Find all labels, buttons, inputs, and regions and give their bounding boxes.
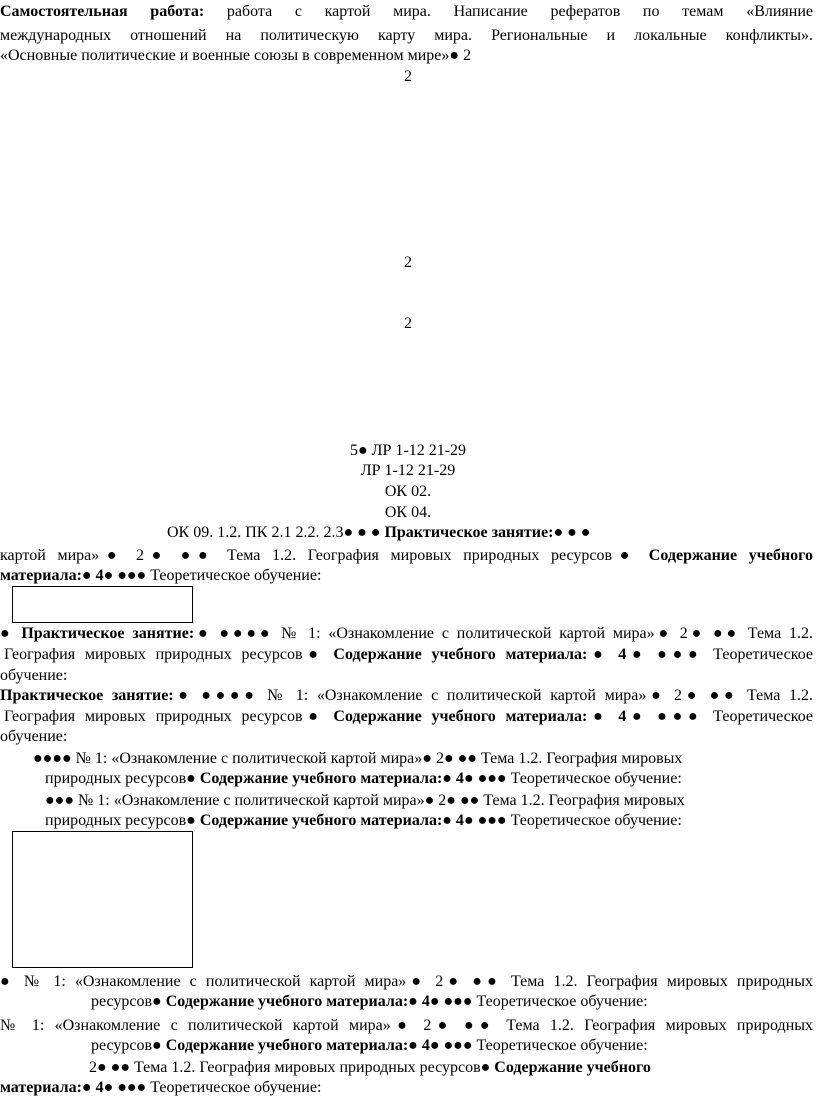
hours-number-3: 2 [404, 315, 412, 332]
block2-content-label: Содержание учебного материала:● 4 [333, 646, 627, 663]
block6-line-2 [91, 992, 648, 1012]
block8-material-label: материала:● 4 [0, 1079, 104, 1096]
block5-line-2-text: природных ресурсов● [45, 812, 200, 829]
block7-line-2 [91, 1036, 648, 1056]
practical-label: Практическое занятие: [384, 524, 554, 541]
block1-material-label: материала:● 4 [0, 567, 104, 584]
block4-line-2-tail: ● ●●● Теоретическое обучение: [463, 770, 682, 787]
competency-line-5-text: ОК 09. 1.2. ПК 2.1 2.2. 2.3● ● ● [167, 524, 385, 541]
block6-content-label: Содержание учебного материала:● 4 [165, 993, 430, 1010]
competency-line-5 [167, 523, 590, 543]
block1-line-2 [0, 566, 321, 586]
block3-line-2-tail: ● ●●● Теоретическое [626, 708, 813, 725]
header-line-3: «Основные политические и военные союзы в современном мире»● 2 [0, 47, 472, 64]
block8-content-label: Содержание учебного [494, 1059, 651, 1076]
block3-line-3: обучение: [0, 728, 68, 745]
header-line-1-text: работа с картой мира. Написание рефератов по темам «Влияние [226, 3, 813, 20]
block5-line-2-tail: ● ●●● Теоретическое обучение: [463, 812, 682, 829]
block3-practical-label: Практическое занятие: [0, 687, 174, 704]
competency-line-3: ОК 02. [384, 483, 432, 500]
block1-line-1 [0, 546, 813, 566]
block8-line-1-text: 2● ●● Тема 1.2. География мировых природных ресурсов● [89, 1059, 495, 1076]
block2-line-2 [4, 645, 813, 665]
competency-line-2: ЛР 1-12 21-29 [360, 462, 456, 479]
competency-line-4: ОК 04. [384, 504, 432, 521]
block2-line-2-text: География мировых природных ресурсов● [4, 646, 334, 663]
block5-line-1: ●●● № 1: «Ознакомление с политической картой мира»● 2● ●● Тема 1.2. География мировых [45, 792, 685, 809]
block4-line-2-text: природных ресурсов● [45, 770, 200, 787]
block2-bullet: ● [0, 625, 22, 642]
block6-line-2-tail: ● ●●● Теоретическое обучение: [429, 993, 648, 1010]
block8-line-2-text: ● ●●● Теоретическое обучение: [103, 1079, 322, 1096]
header-title: Самостоятельная работа: [0, 3, 205, 20]
block3-content-label: Содержание учебного материала:● 4 [333, 708, 627, 725]
block3-line-2-text: География мировых природных ресурсов● [4, 708, 334, 725]
block5-line-2 [45, 811, 682, 831]
block8-line-1 [89, 1058, 651, 1078]
hours-number-2: 2 [404, 254, 412, 271]
block7-line-1: № 1: «Ознакомление с политической картой мира»● 2● ●● Тема 1.2. География мировых природных [0, 1017, 813, 1034]
header-line-2: международных отношений на политическую карту мира. Региональные и локальные конфликты». [0, 27, 813, 44]
block7-line-2-text: ресурсов● [91, 1037, 166, 1054]
block3-line-1 [0, 686, 813, 706]
bullets: ● ● ● [553, 524, 591, 541]
block7-line-2-tail: ● ●●● Теоретическое обучение: [429, 1037, 648, 1054]
block2-line-2-tail: ● ●●● Теоретическое [626, 646, 813, 663]
block1-line-2-text: ● ●●● Теоретическое обучение: [103, 567, 322, 584]
block6-line-2-text: ресурсов● [91, 993, 166, 1010]
block7-content-label: Содержание учебного материала:● 4 [165, 1037, 430, 1054]
block6-line-1: ● № 1: «Ознакомление с политической картой мира»● 2● ●● Тема 1.2. География мировых природных [0, 973, 813, 990]
block2-line-3: обучение: [0, 667, 68, 684]
competency-line-1: 5● ЛР 1-12 21-29 [349, 442, 467, 459]
empty-table-cell-1 [12, 586, 193, 623]
block5-content-label: Содержание учебного материала:● 4 [199, 812, 464, 829]
block4-content-label: Содержание учебного материала:● 4 [199, 770, 464, 787]
block1-content-label: Содержание учебного [648, 547, 814, 564]
block1-line-1-text: картой мира»● 2● ●● Тема 1.2. География мировых природных ресурсов● [0, 547, 649, 564]
empty-table-cell-2 [12, 831, 193, 968]
block8-line-2 [0, 1078, 321, 1098]
block2-line-1-text: ● ●●●● № 1: «Ознакомление с политической картой мира»● 2● ●● Тема 1.2. [194, 625, 814, 642]
block3-line-2 [4, 707, 813, 727]
hours-number-1: 2 [404, 68, 412, 85]
block2-line-1 [0, 624, 813, 644]
block2-practical-label: Практическое занятие: [21, 625, 195, 642]
header-line-1 [0, 2, 813, 22]
block4-line-1: ●●●● № 1: «Ознакомление с политической картой мира»● 2● ●● Тема 1.2. География мировых [33, 750, 683, 767]
block4-line-2 [45, 769, 682, 789]
block3-line-1-text: ● ●●●● № 1: «Ознакомление с политической картой мира»● 2● ●● Тема 1.2. [173, 687, 814, 704]
